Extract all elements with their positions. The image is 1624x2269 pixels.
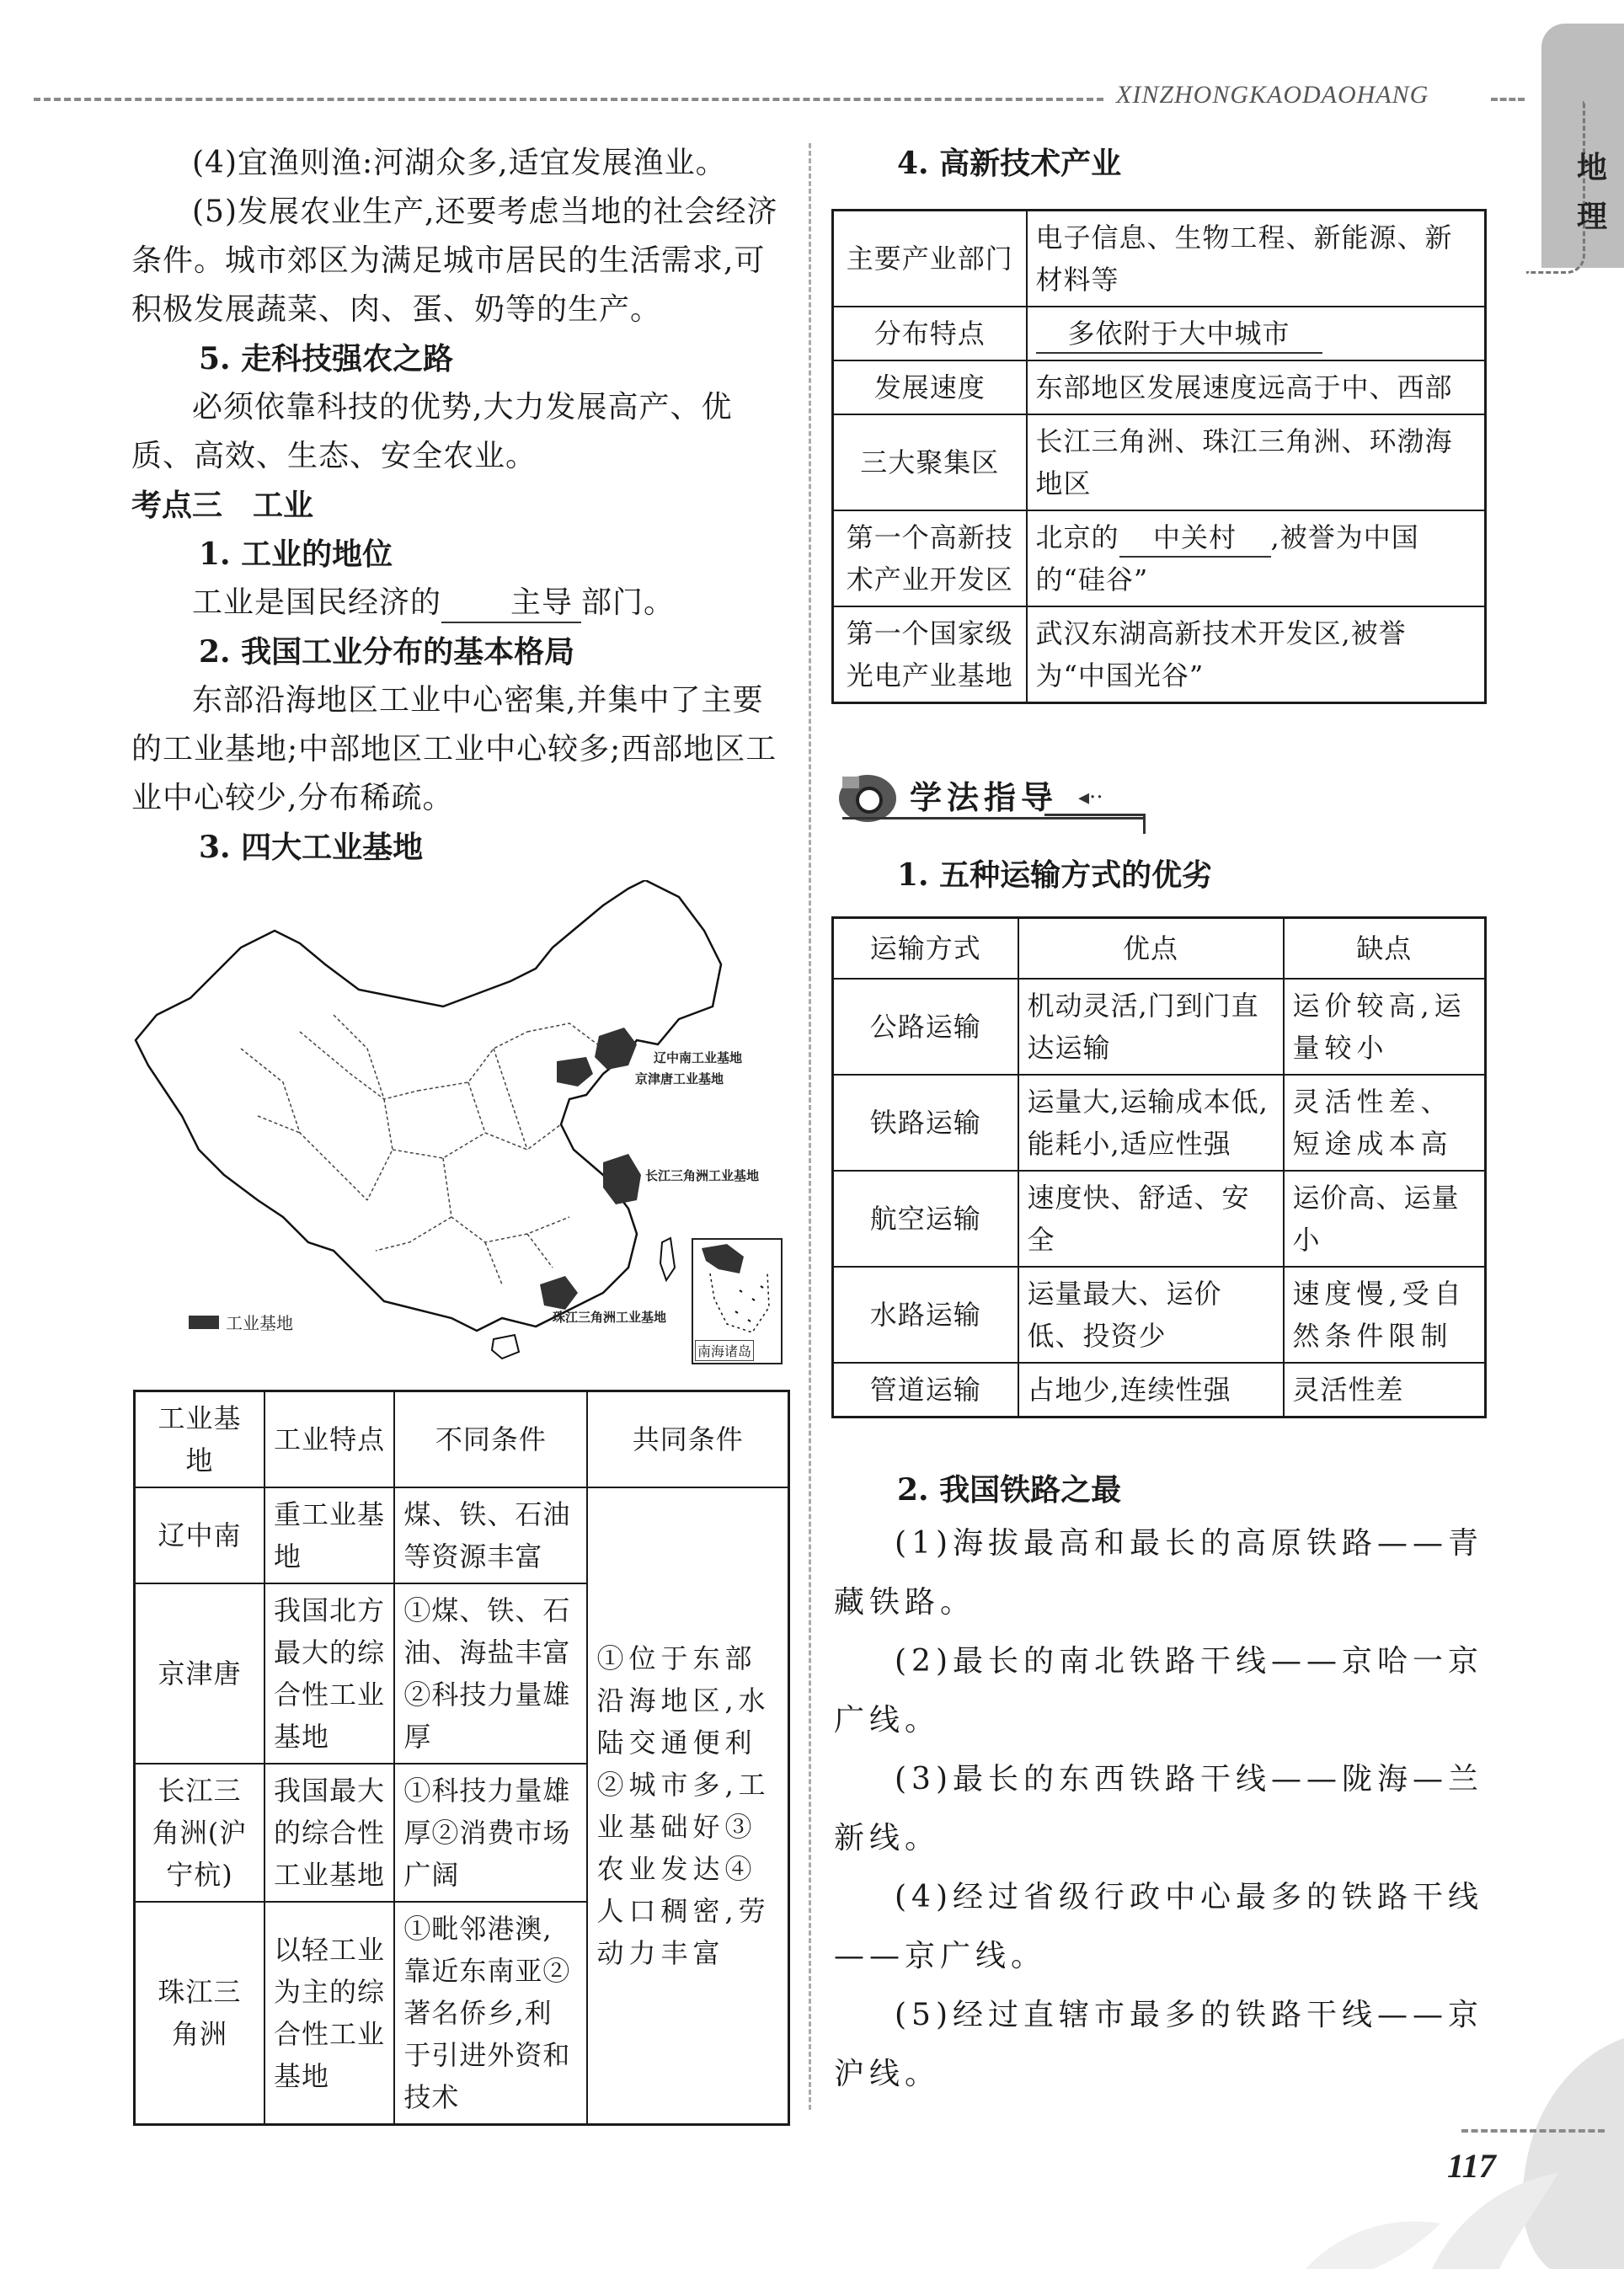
transport-con: 灵活性差、短途成本高 [1284,1075,1486,1171]
side-tab-label [1577,143,1619,241]
header-cell: 共同条件 [587,1391,788,1488]
header-cell: 工业特点 [264,1391,394,1488]
row-key: 第一个高新技术产业开发区 [833,510,1027,606]
section-heading: 4. 高新技术产业 [897,146,1122,181]
hitech-industry-table [831,209,1487,704]
base-name: 京津唐 [135,1583,264,1764]
side-tab-char-1: 地 [1577,150,1608,185]
text: ,被誉为中国的“硅谷” [1035,521,1419,595]
transport-pro: 运量大,运输成本低,能耗小,适应性强 [1018,1075,1284,1171]
transport-mode: 铁路运输 [833,1075,1018,1171]
base-name: 长江三角洲(沪宁杭) [135,1764,264,1902]
footer-rule [1461,2129,1605,2133]
header-rule-end [1491,98,1525,101]
transport-pro: 机动灵活,门到门直达运输 [1018,979,1284,1075]
fill-blank-answer: 多依附于大中城市 [1036,315,1322,354]
column-divider [809,143,811,2110]
row-key: 三大聚集区 [833,414,1027,510]
china-industry-map [131,880,788,1369]
paragraph: (4)宜渔则渔:河湖众多,适宜发展渔业。 [192,146,727,180]
table-row [833,360,1486,414]
paragraph: 东部沿海地区工业中心密集,并集中了主要的工业基地;中部地区工业中心较多;西部地区工业中心较少,分布稀疏。 [131,683,777,815]
inset-label: 南海诸岛 [695,1340,754,1361]
taiwan-island [660,1238,675,1280]
transport-con: 运价高、运量小 [1284,1171,1486,1267]
industry-base-table [133,1390,790,2126]
header-rule [34,98,1103,101]
transport-table [831,916,1487,1418]
base-feature: 重工业基地 [264,1487,394,1583]
table-row [135,1487,789,1583]
right-column [830,139,1487,188]
inset-coast [702,1244,744,1273]
paragraph: (2)最长的南北铁路干线——京哈一京广线。 [834,1644,1483,1738]
leaf-shape [1306,2221,1440,2269]
transport-pro: 运量最大、运价低、投资少 [1018,1267,1284,1363]
section-heading: 5. 走科技强农之路 [199,341,454,376]
text: 部门。 [581,585,676,620]
table-row [833,606,1486,703]
leaf-shape [1522,2038,1624,2269]
row-value: 电子信息、生物工程、新能源、新材料等 [1027,211,1486,307]
table-row [833,1171,1486,1267]
header-cell: 不同条件 [394,1391,587,1488]
text: 北京的 [1035,521,1119,553]
transport-con: 速度慢,受自然条件限制 [1284,1267,1486,1363]
map-legend [189,1310,293,1334]
transport-pro: 占地少,连续性强 [1018,1363,1284,1417]
fill-blank-answer: 主导 [441,585,581,623]
fill-blank-answer: 中关村 [1119,519,1271,558]
base-condition: ①煤、铁、石油、海盐丰富②科技力量雄厚 [394,1583,587,1764]
row-value: 武汉东湖高新技术开发区,被誉为“中国光谷” [1027,606,1486,703]
row-value: 东部地区发展速度远高于中、西部 [1027,360,1486,414]
table-row [833,1363,1486,1417]
paragraph: 必须依靠科技的优势,大力发展高产、优质、高效、生态、安全农业。 [131,390,733,473]
base-feature: 我国最大的综合性工业基地 [264,1764,394,1902]
arrow-left-icon: ◂·· [1078,785,1103,810]
row-key: 分布特点 [833,307,1027,360]
banner-underline [842,817,1146,820]
table-row [833,414,1486,510]
header-cell: 优点 [1018,918,1284,979]
table-row [833,211,1486,307]
base-condition: ①科技力量雄厚②消费市场广阔 [394,1764,587,1902]
header-cell: 工业基地 [135,1391,264,1488]
transport-mode: 航空运输 [833,1171,1018,1267]
inset-map [693,1240,781,1341]
paragraph: (3)最长的东西铁路干线——陇海—兰新线。 [834,1762,1483,1855]
header-cell: 运输方式 [833,918,1018,979]
topic-heading: 考点三 工业 [131,488,314,523]
banner-title: 学法指导 [910,779,1059,816]
paragraph [131,579,788,627]
south-china-sea-inset [692,1238,783,1364]
transport-pro: 速度快、舒适、安全 [1018,1171,1284,1267]
base-feature: 以轻工业为主的综合性工业基地 [264,1902,394,2125]
zhujiang-label: 珠江三角洲工业基地 [553,1311,667,1325]
table-row [833,307,1486,360]
base-name: 珠江三角洲 [135,1902,264,2125]
china-outline-map [131,880,788,1369]
section-heading: 2. 我国铁路之最 [897,1472,1122,1508]
table-header-row [135,1391,789,1488]
paragraph: (4)经过省级行政中心最多的铁路干线——京广线。 [834,1880,1483,1973]
header-cell: 缺点 [1284,918,1486,979]
table-row [833,510,1486,606]
side-tab-char-2: 理 [1577,199,1608,234]
base-condition: 煤、铁、石油等资源丰富 [394,1487,587,1583]
transport-con: 运价较高,运量较小 [1284,979,1486,1075]
row-key: 主要产业部门 [833,211,1027,307]
decorative-leaf-pattern [1255,2005,1624,2269]
liaozhongnan-label: 辽中南工业基地 [654,1051,743,1065]
legend-swatch [189,1316,219,1329]
base-feature: 我国北方最大的综合性工业基地 [264,1583,394,1764]
transport-mode: 管道运输 [833,1363,1018,1417]
china-outline [136,880,721,1331]
table-row [833,979,1486,1075]
study-guide-banner [834,766,1154,827]
hainan-island [492,1335,519,1359]
paragraph: (5)经过直辖市最多的铁路干线——京沪线。 [834,1998,1483,2091]
left-column [131,139,788,872]
table-row [833,1267,1486,1363]
page-number: 117 [1447,2147,1496,2185]
transport-mode: 水路运输 [833,1267,1018,1363]
table-row [833,1075,1486,1171]
jingjintang-label: 京津唐工业基地 [635,1072,724,1086]
paragraph: (5)发展农业生产,还要考虑当地的社会经济条件。城市郊区为满足城市居民的生活需求,可积极发展蔬菜、肉、蛋、奶等的生产。 [131,195,778,327]
inset-dashline [710,1273,769,1332]
transport-mode: 公路运输 [833,979,1018,1075]
section-heading: 2. 我国工业分布的基本格局 [199,634,575,670]
section-heading: 1. 五种运输方式的优劣 [897,857,1213,893]
transport-con: 灵活性差 [1284,1363,1486,1417]
section-heading: 3. 四大工业基地 [199,830,424,865]
common-conditions: ①位于东部沿海地区,水陆交通便利②城市多,工业基础好③农业发达④人口稠密,劳动力丰富 [587,1487,788,2125]
row-value [1027,510,1486,606]
section-heading: 1. 工业的地位 [199,537,393,572]
legend-label: 工业基地 [226,1315,293,1333]
base-name: 辽中南 [135,1487,264,1583]
row-key: 第一个国家级光电产业基地 [833,606,1027,703]
row-key: 发展速度 [833,360,1027,414]
inset-islands [735,1286,763,1321]
base-condition: ①毗邻港澳,靠近东南亚②著名侨乡,利于引进外资和技术 [394,1902,587,2125]
paragraph: (1)海拔最高和最长的高原铁路——青藏铁路。 [834,1526,1483,1620]
row-value: 长江三角洲、珠江三角洲、环渤海地区 [1027,414,1486,510]
changjiang-label: 长江三角洲工业基地 [645,1169,760,1183]
running-title: XINZHONGKAODAOHANG [1116,81,1429,109]
table-header-row [833,918,1486,979]
text: 工业是国民经济的 [192,585,442,620]
row-value [1027,307,1486,360]
